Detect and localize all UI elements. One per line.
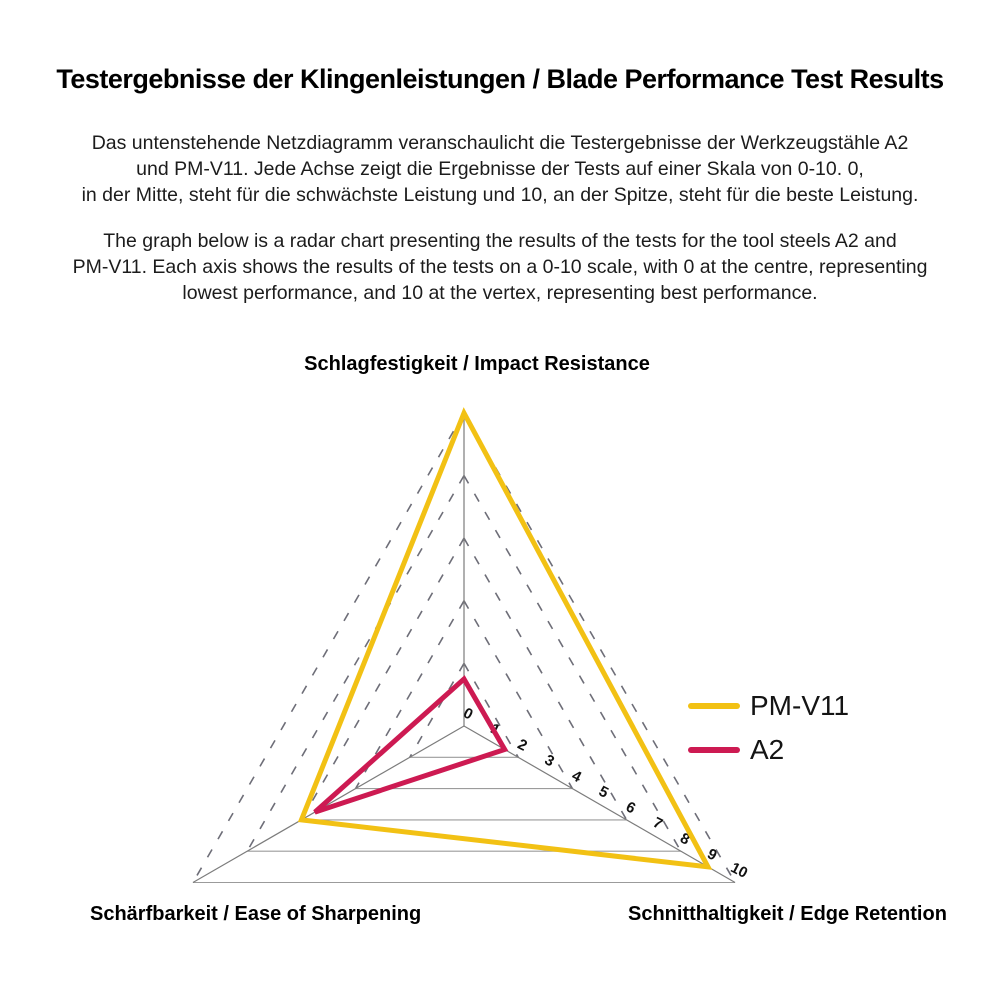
intro-german-line: in der Mitte, steht für die schwächste Leistung und 10, an der Spitze, steht für die beste Leistung.: [81, 184, 919, 206]
page-title: Testergebnisse der Klingenleistungen / Blade Performance Test Results: [56, 64, 944, 94]
radar-tick-label: 2: [514, 735, 530, 755]
intro-english-line: lowest performance, and 10 at the vertex, representing best performance.: [182, 282, 818, 304]
axis-label-edge-retention: Schnitthaltigkeit / Edge Retention: [628, 903, 947, 925]
radar-tick-label: 9: [704, 845, 720, 865]
legend-item-pmv11: [688, 684, 849, 728]
legend-label-pmv11: PM-V11: [750, 690, 850, 721]
radar-gridline-right-dashed: [464, 476, 681, 852]
radar-gridline-right-dashed: [464, 538, 627, 820]
radar-tick-label: 3: [541, 751, 557, 771]
legend-line-swatch-a2: [688, 747, 740, 753]
axis-label-ease-of-sharpening: Schärfbarkeit / Ease of Sharpening: [90, 903, 422, 925]
radar-gridline-left-dashed: [410, 663, 464, 757]
radar-tick-label: 5: [595, 782, 612, 802]
axis-label-impact-resistance: Schlagfestigkeit / Impact Resistance: [304, 353, 650, 375]
radar-tick-label: 8: [677, 829, 693, 849]
radar-gridline-right-dashed: [464, 601, 572, 789]
intro-german-line: Das untenstehende Netzdiagramm veranschaulicht die Testergebnisse der Werkzeugstähle A2: [91, 132, 909, 154]
radar-gridline-left-dashed: [247, 476, 464, 852]
intro-german-line: und PM-V11. Jede Achse zeigt die Ergebnisse der Tests auf einer Skala von 0-10. 0,: [136, 158, 864, 180]
radar-gridline-left-dashed: [193, 413, 464, 883]
radar-tick-label: 6: [623, 798, 639, 818]
radar-tick-label: 7: [650, 814, 666, 834]
intro-english-line: PM-V11. Each axis shows the results of the tests on a 0-10 scale, with 0 at the centre, representing: [72, 256, 928, 278]
legend-label-a2: A2: [750, 734, 785, 765]
legend-line-swatch-pmv11: [688, 703, 740, 709]
radar-tick-label: 10: [727, 859, 751, 882]
legend-item-a2: [688, 728, 849, 772]
radar-gridline-left-dashed: [301, 538, 464, 820]
chart-legend: [688, 684, 849, 772]
radar-tick-label: 4: [568, 767, 585, 787]
radar-tick-label: 0: [460, 704, 476, 724]
radar-tick-label: 1: [487, 720, 503, 740]
intro-english-line: The graph below is a radar chart presenting the results of the tests for the tool steels A2 and: [103, 230, 897, 252]
